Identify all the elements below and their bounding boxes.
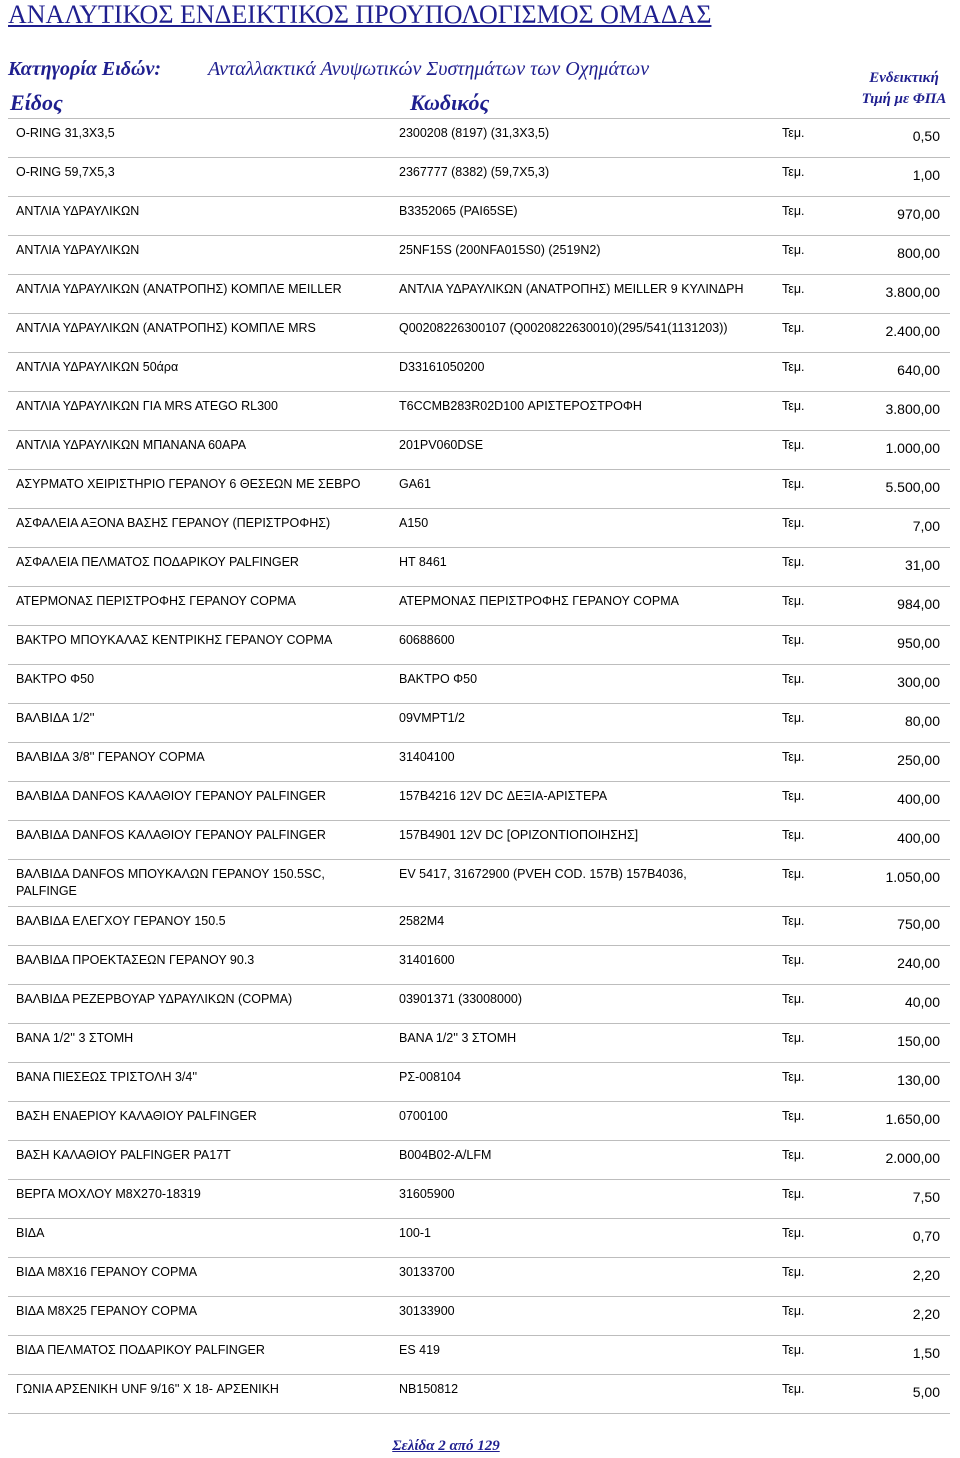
item-code-cell: 201PV060DSE bbox=[399, 438, 484, 452]
item-price-cell: 400,00 bbox=[897, 791, 940, 807]
item-code-cell: 0700100 bbox=[399, 1109, 448, 1123]
table-row bbox=[8, 1258, 950, 1297]
table-row bbox=[8, 626, 950, 665]
item-unit-cell: Τεμ. bbox=[782, 321, 805, 335]
table-row bbox=[8, 782, 950, 821]
table-row bbox=[8, 860, 950, 907]
item-code-cell: 2367777 (8382) (59,7X5,3) bbox=[399, 165, 550, 179]
item-unit-cell: Τεμ. bbox=[782, 992, 805, 1006]
item-unit-cell: Τεμ. bbox=[782, 1070, 805, 1084]
item-name-cell: ΑΣΥΡΜΑΤΟ ΧΕΙΡΙΣΤΗΡΙΟ ΓΕΡΑΝΟΥ 6 ΘΕΣΕΩΝ ΜΕ ΣΕΒΡΟ bbox=[16, 477, 361, 491]
table-row bbox=[8, 431, 950, 470]
item-code-cell: HT 8461 bbox=[399, 555, 447, 569]
table-row bbox=[8, 1141, 950, 1180]
item-unit-cell: Τεμ. bbox=[782, 516, 805, 530]
table-row bbox=[8, 1297, 950, 1336]
item-unit-cell: Τεμ. bbox=[782, 1148, 805, 1162]
item-price-cell: 5,00 bbox=[912, 1384, 940, 1400]
table-row bbox=[8, 470, 950, 509]
item-price-cell: 130,00 bbox=[897, 1072, 940, 1088]
item-name-cell: ΒΑΛΒΙΔΑ DANFOS ΜΠΟΥΚΑΛΩΝ ΓΕΡΑΝΟΥ 150.5SC, PALFINGE bbox=[16, 867, 325, 898]
column-header-price bbox=[850, 68, 958, 110]
table-row bbox=[8, 548, 950, 587]
column-header-price-line2: Τιμή με ΦΠΑ bbox=[861, 91, 947, 107]
item-code-cell: 31605900 bbox=[399, 1187, 455, 1201]
item-name-cell: ΑΤΕΡΜΟΝΑΣ ΠΕΡΙΣΤΡΟΦΗΣ ΓΕΡΑΝΟΥ COPMA bbox=[16, 594, 296, 608]
item-unit-cell: Τεμ. bbox=[782, 953, 805, 967]
item-price-cell: 984,00 bbox=[897, 596, 940, 612]
item-code-cell: 2300208 (8197) (31,3X3,5) bbox=[399, 126, 550, 140]
item-unit-cell: Τεμ. bbox=[782, 1109, 805, 1123]
item-unit-cell: Τεμ. bbox=[782, 399, 805, 413]
item-name-cell: ΒΑΣΗ ΕΝΑΕΡΙΟΥ ΚΑΛΑΘΙΟΥ PALFINGER bbox=[16, 1109, 257, 1123]
item-code-cell: 31404100 bbox=[399, 750, 455, 764]
table-row bbox=[8, 1180, 950, 1219]
item-unit-cell: Τεμ. bbox=[782, 204, 805, 218]
item-unit-cell: Τεμ. bbox=[782, 243, 805, 257]
table-row bbox=[8, 275, 950, 314]
item-code-cell: ΒΑΝΑ 1/2'' 3 ΣΤΟΜΗ bbox=[399, 1031, 517, 1045]
table-row bbox=[8, 158, 950, 197]
item-price-cell: 150,00 bbox=[897, 1033, 940, 1049]
item-name-cell: ΒΙΔΑ M8X25 ΓΕΡΑΝΟΥ COPMA bbox=[16, 1304, 198, 1318]
item-code-cell: NB150812 bbox=[399, 1382, 459, 1396]
page-title: ΑΝΑΛΥΤΙΚΟΣ ΕΝΔΕΙΚΤΙΚΟΣ ΠΡΟΥΠΟΛΟΓΙΣΜΟΣ ΟΜΑΔΑΣ bbox=[8, 0, 712, 29]
table-row bbox=[8, 1102, 950, 1141]
table-row bbox=[8, 1024, 950, 1063]
item-unit-cell: Τεμ. bbox=[782, 867, 805, 881]
item-unit-cell: Τεμ. bbox=[782, 1382, 805, 1396]
item-code-cell: ΡΣ-008104 bbox=[399, 1070, 461, 1084]
item-unit-cell: Τεμ. bbox=[782, 360, 805, 374]
item-unit-cell: Τεμ. bbox=[782, 789, 805, 803]
item-name-cell: ΒΑΚΤΡΟ ΜΠΟΥΚΑΛΑΣ ΚΕΝΤΡΙΚΗΣ ΓΕΡΑΝΟΥ COPMA bbox=[16, 633, 333, 647]
item-price-cell: 970,00 bbox=[897, 206, 940, 222]
table-row bbox=[8, 907, 950, 946]
item-unit-cell: Τεμ. bbox=[782, 828, 805, 842]
table-row bbox=[8, 665, 950, 704]
item-unit-cell: Τεμ. bbox=[782, 1031, 805, 1045]
table-row bbox=[8, 821, 950, 860]
item-code-cell: ES 419 bbox=[399, 1343, 441, 1357]
item-name-cell: ΒΑΛΒΙΔΑ ΡΕΖΕΡΒΟΥΑΡ ΥΔΡΑΥΛΙΚΩΝ (COPMA) bbox=[16, 992, 293, 1006]
item-unit-cell: Τεμ. bbox=[782, 555, 805, 569]
item-unit-cell: Τεμ. bbox=[782, 672, 805, 686]
item-name-cell: ΒΑΝΑ 1/2'' 3 ΣΤΟΜΗ bbox=[16, 1031, 134, 1045]
item-code-cell: D33161050200 bbox=[399, 360, 485, 374]
table-row bbox=[8, 314, 950, 353]
table-row bbox=[8, 236, 950, 275]
item-code-cell: B3352065 (PAI65SE) bbox=[399, 204, 518, 218]
item-price-cell: 3.800,00 bbox=[885, 401, 940, 417]
table-row bbox=[8, 353, 950, 392]
item-price-cell: 2.000,00 bbox=[885, 1150, 940, 1166]
item-code-cell: ΒΑΚΤΡΟ Φ50 bbox=[399, 672, 478, 686]
item-name-cell: ΑΝΤΛΙΑ ΥΔΡΑΥΛΙΚΩΝ bbox=[16, 243, 140, 257]
item-unit-cell: Τεμ. bbox=[782, 282, 805, 296]
item-price-cell: 300,00 bbox=[897, 674, 940, 690]
item-name-cell: ΑΝΤΛΙΑ ΥΔΡΑΥΛΙΚΩΝ ΜΠΑΝΑΝΑ 60ΑΡΑ bbox=[16, 438, 247, 452]
item-name-cell: ΒΙΔΑ bbox=[16, 1226, 45, 1240]
table-row bbox=[8, 197, 950, 236]
item-unit-cell: Τεμ. bbox=[782, 126, 805, 140]
item-unit-cell: Τεμ. bbox=[782, 633, 805, 647]
item-price-cell: 2.400,00 bbox=[885, 323, 940, 339]
item-unit-cell: Τεμ. bbox=[782, 750, 805, 764]
item-name-cell: ΑΝΤΛΙΑ ΥΔΡΑΥΛΙΚΩΝ (ΑΝΑΤΡΟΠΗΣ) ΚΟΜΠΛΕ MRS bbox=[16, 321, 316, 335]
item-name-cell: ΒΑΚΤΡΟ Φ50 bbox=[16, 672, 95, 686]
item-code-cell: 60688600 bbox=[399, 633, 455, 647]
item-price-cell: 31,00 bbox=[904, 557, 940, 573]
item-code-cell: 2582M4 bbox=[399, 914, 445, 928]
item-price-cell: 1,00 bbox=[912, 167, 940, 183]
table-row bbox=[8, 1063, 950, 1102]
table-row bbox=[8, 587, 950, 626]
item-price-cell: 5.500,00 bbox=[885, 479, 940, 495]
item-code-cell: A150 bbox=[399, 516, 429, 530]
item-price-cell: 40,00 bbox=[904, 994, 940, 1010]
category-row bbox=[8, 58, 650, 81]
column-header-item: Είδος bbox=[10, 90, 63, 115]
table-row bbox=[8, 704, 950, 743]
item-price-cell: 7,50 bbox=[912, 1189, 940, 1205]
item-unit-cell: Τεμ. bbox=[782, 594, 805, 608]
item-unit-cell: Τεμ. bbox=[782, 1304, 805, 1318]
item-unit-cell: Τεμ. bbox=[782, 438, 805, 452]
item-code-cell: T6CCMB283R02D100 ΑΡΙΣΤΕΡΟΣΤΡΟΦΗ bbox=[399, 399, 642, 413]
item-name-cell: ΒΙΔΑ ΠΕΛΜΑΤΟΣ ΠΟΔΑΡΙΚΟΥ PALFINGER bbox=[16, 1343, 265, 1357]
item-price-cell: 1.650,00 bbox=[885, 1111, 940, 1127]
item-code-cell: 03901371 (33008000) bbox=[399, 992, 523, 1006]
item-name-cell: ΒΑΛΒΙΔΑ 1/2'' bbox=[16, 711, 95, 725]
item-unit-cell: Τεμ. bbox=[782, 711, 805, 725]
item-code-cell: 25NF15S (200NFA015S0) (2519N2) bbox=[399, 243, 601, 257]
item-unit-cell: Τεμ. bbox=[782, 1187, 805, 1201]
item-price-cell: 1,50 bbox=[912, 1345, 940, 1361]
item-code-cell: 30133700 bbox=[399, 1265, 455, 1279]
item-code-cell: B004B02-A/LFM bbox=[399, 1148, 492, 1162]
item-code-cell: ΑΤΕΡΜΟΝΑΣ ΠΕΡΙΣΤΡΟΦΗΣ ΓΕΡΑΝΟΥ COPMA bbox=[399, 594, 679, 608]
item-price-cell: 2,20 bbox=[912, 1267, 940, 1283]
item-unit-cell: Τεμ. bbox=[782, 914, 805, 928]
item-code-cell: 157B4901 12V DC [ΟΡΙΖΟΝΤΙΟΠΟΙΗΣΗΣ] bbox=[399, 828, 639, 842]
item-price-cell: 950,00 bbox=[897, 635, 940, 651]
item-name-cell: ΑΝΤΛΙΑ ΥΔΡΑΥΛΙΚΩΝ ΓΙΑ MRS ATEGO RL300 bbox=[16, 399, 278, 413]
item-code-cell: EV 5417, 31672900 (PVEH COD. 157B) 157B4036, bbox=[399, 867, 687, 881]
item-code-cell: 09VMPT1/2 bbox=[399, 711, 466, 725]
item-name-cell: ΑΝΤΛΙΑ ΥΔΡΑΥΛΙΚΩΝ bbox=[16, 204, 140, 218]
table-row bbox=[8, 985, 950, 1024]
item-code-cell: ΑΝΤΛΙΑ ΥΔΡΑΥΛΙΚΩΝ (ΑΝΑΤΡΟΠΗΣ) MEILLER 9 ΚΥΛΙΝΔΡΗ bbox=[399, 282, 744, 296]
item-name-cell: ΒΑΛΒΙΔΑ 3/8'' ΓΕΡΑΝΟΥ COPMA bbox=[16, 750, 205, 764]
item-code-cell: 157B4216 12V DC ΔΕΞΙΑ-ΑΡΙΣΤΕΡΑ bbox=[399, 789, 608, 803]
item-code-cell: Q00208226300107 (Q0020822630010)(295/541(1131203)) bbox=[399, 321, 728, 335]
item-code-cell: 100-1 bbox=[399, 1226, 431, 1240]
item-unit-cell: Τεμ. bbox=[782, 1343, 805, 1357]
item-price-cell: 1.050,00 bbox=[885, 869, 940, 885]
item-price-cell: 250,00 bbox=[897, 752, 940, 768]
item-name-cell: ΑΣΦΑΛΕΙΑ ΠΕΛΜΑΤΟΣ ΠΟΔΑΡΙΚΟΥ PALFINGER bbox=[16, 555, 299, 569]
item-name-cell: ΒΕΡΓΑ ΜΟΧΛΟΥ M8X270-18319 bbox=[16, 1187, 201, 1201]
table-row bbox=[8, 509, 950, 548]
item-price-cell: 640,00 bbox=[897, 362, 940, 378]
item-unit-cell: Τεμ. bbox=[782, 1226, 805, 1240]
item-name-cell: O-RING 31,3X3,5 bbox=[16, 126, 115, 140]
item-name-cell: ΒΑΛΒΙΔΑ ΠΡΟΕΚΤΑΣΕΩΝ ΓΕΡΑΝΟΥ 90.3 bbox=[16, 953, 255, 967]
table-row bbox=[8, 392, 950, 431]
item-price-cell: 400,00 bbox=[897, 830, 940, 846]
items-table bbox=[8, 118, 950, 1414]
item-code-cell: 31401600 bbox=[399, 953, 455, 967]
table-row bbox=[8, 946, 950, 985]
table-row bbox=[8, 743, 950, 782]
item-price-cell: 80,00 bbox=[904, 713, 940, 729]
item-unit-cell: Τεμ. bbox=[782, 165, 805, 179]
item-price-cell: 800,00 bbox=[897, 245, 940, 261]
item-name-cell: ΒΑΛΒΙΔΑ DANFOS ΚΑΛΑΘΙΟΥ ΓΕΡΑΝΟΥ PALFINGER bbox=[16, 789, 326, 803]
table-row bbox=[8, 119, 950, 158]
item-name-cell: ΑΝΤΛΙΑ ΥΔΡΑΥΛΙΚΩΝ 50άρα bbox=[16, 360, 179, 374]
item-price-cell: 240,00 bbox=[897, 955, 940, 971]
item-name-cell: ΒΑΝΑ ΠΙΕΣΕΩΣ ΤΡΙΣΤΟΛΗ 3/4'' bbox=[16, 1070, 198, 1084]
item-code-cell: 30133900 bbox=[399, 1304, 455, 1318]
table-row bbox=[8, 1219, 950, 1258]
item-name-cell: O-RING 59,7X5,3 bbox=[16, 165, 115, 179]
item-name-cell: ΒΑΣΗ ΚΑΛΑΘΙΟΥ PALFINGER PA17T bbox=[16, 1148, 231, 1162]
item-code-cell: GA61 bbox=[399, 477, 431, 491]
table-row bbox=[8, 1375, 950, 1414]
item-price-cell: 3.800,00 bbox=[885, 284, 940, 300]
item-name-cell: ΒΑΛΒΙΔΑ DANFOS ΚΑΛΑΘΙΟΥ ΓΕΡΑΝΟΥ PALFINGER bbox=[16, 828, 326, 842]
item-name-cell: ΑΣΦΑΛΕΙΑ ΑΞΟΝΑ ΒΑΣΗΣ ΓΕΡΑΝΟΥ (ΠΕΡΙΣΤΡΟΦΗΣ) bbox=[16, 516, 331, 530]
item-name-cell: ΒΙΔΑ M8X16 ΓΕΡΑΝΟΥ COPMA bbox=[16, 1265, 198, 1279]
table-row bbox=[8, 1336, 950, 1375]
item-name-cell: ΒΑΛΒΙΔΑ ΕΛΕΓΧΟΥ ΓΕΡΑΝΟΥ 150.5 bbox=[16, 914, 226, 928]
item-price-cell: 2,20 bbox=[912, 1306, 940, 1322]
column-header-price-line1: Ενδεικτική bbox=[869, 70, 939, 86]
item-name-cell: ΓΩΝΙΑ ΑΡΣΕΝΙΚΗ UNF 9/16'' X 18- ΑΡΣΕΝΙΚΗ bbox=[16, 1382, 279, 1396]
item-unit-cell: Τεμ. bbox=[782, 1265, 805, 1279]
column-header-code: Κωδικός bbox=[410, 90, 490, 115]
page-footer: Σελίδα 2 από 129 bbox=[392, 1438, 500, 1454]
item-price-cell: 7,00 bbox=[912, 518, 940, 534]
category-value: Ανταλλακτικά Ανυψωτικών Συστημάτων των Οχημάτων bbox=[208, 58, 650, 80]
item-price-cell: 750,00 bbox=[897, 916, 940, 932]
category-label: Κατηγορία Ειδών: bbox=[8, 58, 162, 80]
item-name-cell: ΑΝΤΛΙΑ ΥΔΡΑΥΛΙΚΩΝ (ΑΝΑΤΡΟΠΗΣ) ΚΟΜΠΛΕ MEILLER bbox=[16, 282, 342, 296]
item-unit-cell: Τεμ. bbox=[782, 477, 805, 491]
item-price-cell: 1.000,00 bbox=[885, 440, 940, 456]
item-price-cell: 0,70 bbox=[912, 1228, 940, 1244]
item-price-cell: 0,50 bbox=[912, 128, 940, 144]
